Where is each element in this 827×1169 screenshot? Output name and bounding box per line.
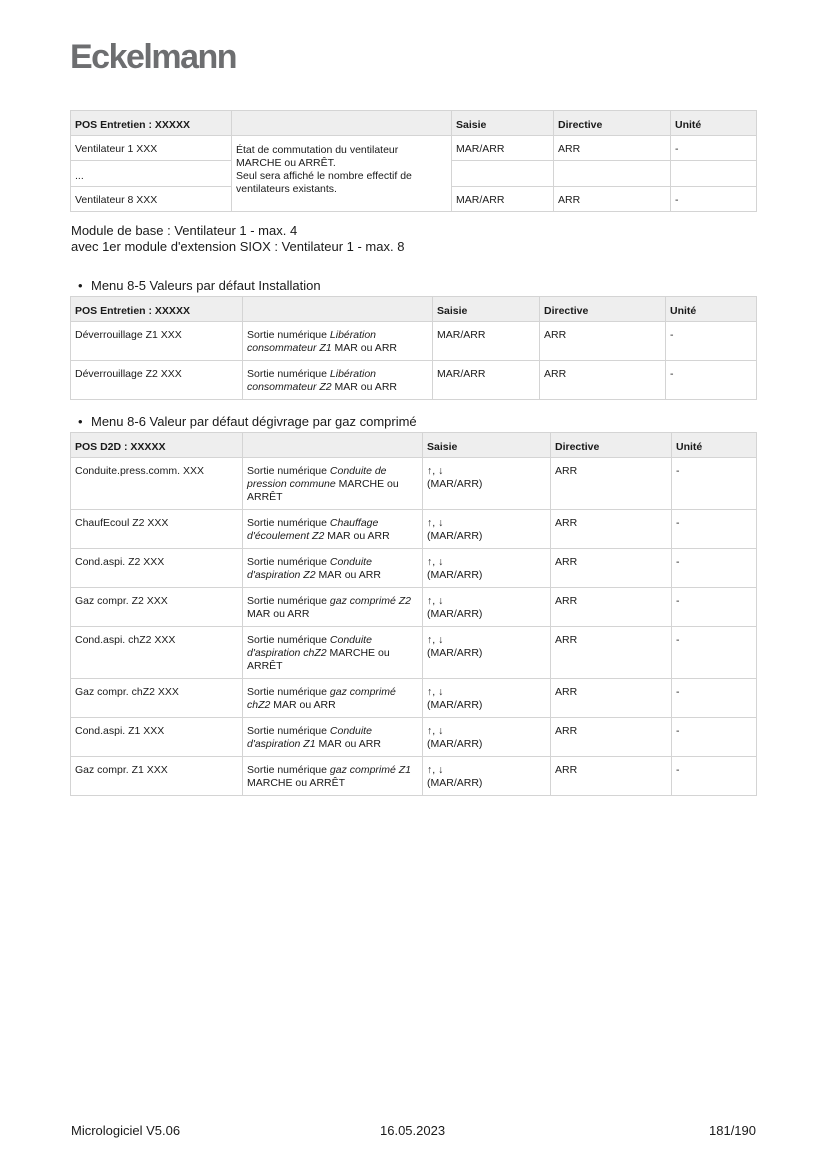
section-bullet	[78, 414, 417, 430]
header-saisie: Saisie	[423, 433, 551, 458]
cell-pos: Conduite.press.comm. XXX	[71, 458, 243, 510]
cell-unite: -	[672, 757, 757, 796]
cell-pos: Cond.aspi. Z2 XXX	[71, 549, 243, 588]
cell-description	[243, 627, 423, 679]
desc-text: Sortie numérique	[247, 517, 330, 529]
desc-text: MARCHE ou ARRÊT	[247, 647, 390, 672]
cell-description	[243, 458, 423, 510]
cell-saisie: MAR/ARR	[433, 322, 540, 361]
desc-emphasis: Chauffage d'écoulement Z2	[247, 517, 379, 542]
cell-directive: ARR	[540, 361, 666, 400]
table-row	[71, 361, 757, 400]
header-pos: POS Entretien : XXXXX	[71, 111, 232, 136]
cell-pos: Ventilateur 1 XXX	[71, 136, 232, 161]
header-pos: POS D2D : XXXXX	[71, 433, 243, 458]
cell-unite: -	[666, 361, 757, 400]
cell-unite: -	[672, 588, 757, 627]
section-bullet	[78, 278, 321, 294]
section-title: Menu 8-5 Valeurs par défaut Installation	[91, 278, 321, 293]
desc-line: Seul sera affiché le nombre effectif de	[236, 170, 412, 182]
desc-text: Sortie numérique	[247, 368, 330, 380]
cell-saisie	[452, 161, 554, 187]
table-header-row	[71, 111, 757, 136]
header-unite: Unité	[666, 297, 757, 322]
table-header-row	[71, 433, 757, 458]
desc-text: MAR ou ARR	[315, 738, 381, 750]
cell-directive: ARR	[554, 187, 671, 212]
desc-line: ventilateurs existants.	[236, 183, 337, 195]
cell-pos: Cond.aspi. Z1 XXX	[71, 718, 243, 757]
header-directive: Directive	[554, 111, 671, 136]
cell-saisie: MAR/ARR	[433, 361, 540, 400]
arrow-keys-icon: ↑, ↓	[427, 517, 444, 529]
desc-text: MARCHE ou ARRÊT	[247, 777, 346, 789]
cell-directive: ARR	[540, 322, 666, 361]
arrow-keys-icon: ↑, ↓	[427, 725, 444, 737]
cell-pos: Gaz compr. chZ2 XXX	[71, 679, 243, 718]
desc-text: Sortie numérique	[247, 556, 330, 568]
cell-unite: -	[672, 718, 757, 757]
desc-text: MAR ou ARR	[324, 530, 390, 542]
cell-pos: Déverrouillage Z1 XXX	[71, 322, 243, 361]
table-row	[71, 757, 757, 796]
header-unite: Unité	[671, 111, 757, 136]
desc-line: MARCHE ou ARRÊT.	[236, 157, 336, 169]
bullet-icon: •	[78, 278, 83, 293]
table-row	[71, 136, 757, 161]
desc-emphasis: Conduite d'aspiration Z1	[247, 725, 372, 750]
desc-emphasis: Libération consommateur Z1	[247, 329, 377, 354]
table-header-row	[71, 297, 757, 322]
cell-saisie	[423, 510, 551, 549]
table-row	[71, 458, 757, 510]
note-line-2: avec 1er module d'extension SIOX : Ventilateur 1 - max. 8	[71, 239, 405, 254]
note-line-1: Module de base : Ventilateur 1 - max. 4	[71, 223, 298, 238]
cell-saisie	[423, 679, 551, 718]
saisie-value: (MAR/ARR)	[427, 699, 483, 711]
desc-text: Sortie numérique	[247, 764, 330, 776]
desc-text: Sortie numérique	[247, 725, 330, 737]
desc-line: État de commutation du ventilateur	[236, 144, 399, 156]
section-title: Menu 8-6 Valeur par défaut dégivrage par gaz comprimé	[91, 414, 417, 429]
cell-unite: -	[671, 136, 757, 161]
desc-emphasis: gaz comprimé Z1	[329, 764, 411, 776]
cell-pos: Ventilateur 8 XXX	[71, 187, 232, 212]
footer-page-number: 181/190	[709, 1123, 756, 1138]
cell-saisie: MAR/ARR	[452, 187, 554, 212]
cell-pos: Gaz compr. Z1 XXX	[71, 757, 243, 796]
arrow-keys-icon: ↑, ↓	[427, 595, 444, 607]
arrow-keys-icon: ↑, ↓	[427, 764, 444, 776]
cell-pos: Cond.aspi. chZ2 XXX	[71, 627, 243, 679]
cell-unite: -	[666, 322, 757, 361]
saisie-value: (MAR/ARR)	[427, 608, 483, 620]
saisie-value: (MAR/ARR)	[427, 777, 483, 789]
header-desc	[243, 297, 433, 322]
saisie-value: (MAR/ARR)	[427, 530, 483, 542]
cell-pos: ChaufEcoul Z2 XXX	[71, 510, 243, 549]
header-desc	[243, 433, 423, 458]
arrow-keys-icon: ↑, ↓	[427, 465, 444, 477]
saisie-value: (MAR/ARR)	[427, 738, 483, 750]
cell-pos: Gaz compr. Z2 XXX	[71, 588, 243, 627]
table-row	[71, 549, 757, 588]
cell-directive: ARR	[551, 627, 672, 679]
table-row	[71, 510, 757, 549]
desc-text: MAR ou ARR	[270, 699, 336, 711]
cell-directive: ARR	[551, 588, 672, 627]
footer-firmware: Micrologiciel V5.06	[71, 1123, 181, 1138]
cell-saisie	[423, 588, 551, 627]
header-pos: POS Entretien : XXXXX	[71, 297, 243, 322]
cell-description	[243, 588, 423, 627]
saisie-value: (MAR/ARR)	[427, 569, 483, 581]
header-saisie: Saisie	[452, 111, 554, 136]
cell-unite: -	[672, 458, 757, 510]
desc-text: MARCHE ou ARRÊT	[247, 478, 399, 503]
cell-saisie: MAR/ARR	[452, 136, 554, 161]
bullet-icon: •	[78, 414, 83, 429]
table-row	[71, 718, 757, 757]
desc-emphasis: Conduite d'aspiration Z2	[247, 556, 372, 581]
desc-emphasis: Libération consommateur Z2	[247, 368, 377, 393]
desc-text: Sortie numérique	[247, 595, 330, 607]
cell-directive: ARR	[554, 136, 671, 161]
cell-unite: -	[671, 187, 757, 212]
table-row	[71, 679, 757, 718]
saisie-value: (MAR/ARR)	[427, 647, 483, 659]
arrow-keys-icon: ↑, ↓	[427, 634, 444, 646]
defrost-defaults-table	[70, 432, 757, 796]
cell-saisie	[423, 718, 551, 757]
table-row	[71, 627, 757, 679]
saisie-value: (MAR/ARR)	[427, 478, 483, 490]
arrow-keys-icon: ↑, ↓	[427, 686, 444, 698]
cell-directive: ARR	[551, 510, 672, 549]
cell-directive: ARR	[551, 679, 672, 718]
cell-saisie	[423, 549, 551, 588]
installation-defaults-table	[70, 296, 757, 400]
header-directive: Directive	[540, 297, 666, 322]
desc-text: MAR ou ARR	[247, 608, 310, 620]
table-row	[71, 588, 757, 627]
cell-unite	[671, 161, 757, 187]
desc-emphasis: Conduite d'aspiration chZ2	[247, 634, 372, 659]
ventilator-table	[70, 110, 757, 212]
header-unite: Unité	[672, 433, 757, 458]
arrow-keys-icon: ↑, ↓	[427, 556, 444, 568]
desc-text: Sortie numérique	[247, 686, 330, 698]
cell-unite: -	[672, 627, 757, 679]
cell-description	[243, 757, 423, 796]
desc-emphasis: gaz comprimé chZ2	[247, 686, 396, 711]
cell-saisie	[423, 458, 551, 510]
cell-directive	[554, 161, 671, 187]
cell-unite: -	[672, 679, 757, 718]
cell-description	[232, 136, 452, 212]
cell-pos: ...	[71, 161, 232, 187]
cell-description	[243, 679, 423, 718]
header-saisie: Saisie	[433, 297, 540, 322]
desc-emphasis: gaz comprimé Z2	[329, 595, 411, 607]
cell-directive: ARR	[551, 757, 672, 796]
table-row	[71, 322, 757, 361]
desc-text: Sortie numérique	[247, 465, 330, 477]
desc-text: MAR ou ARR	[315, 569, 381, 581]
desc-text: Sortie numérique	[247, 634, 330, 646]
desc-text: Sortie numérique	[247, 329, 330, 341]
cell-description	[243, 322, 433, 361]
cell-description	[243, 718, 423, 757]
cell-saisie	[423, 757, 551, 796]
cell-pos: Déverrouillage Z2 XXX	[71, 361, 243, 400]
cell-directive: ARR	[551, 549, 672, 588]
cell-saisie	[423, 627, 551, 679]
header-directive: Directive	[551, 433, 672, 458]
cell-directive: ARR	[551, 458, 672, 510]
cell-description	[243, 361, 433, 400]
cell-description	[243, 549, 423, 588]
footer-date: 16.05.2023	[380, 1123, 446, 1138]
cell-unite: -	[672, 510, 757, 549]
header-desc	[232, 111, 452, 136]
desc-emphasis: Conduite de pression commune	[247, 465, 387, 490]
company-logo: Eckelmann	[70, 38, 237, 76]
cell-description	[243, 510, 423, 549]
desc-text: MAR ou ARR	[331, 342, 397, 354]
cell-unite: -	[672, 549, 757, 588]
cell-directive: ARR	[551, 718, 672, 757]
desc-text: MAR ou ARR	[331, 381, 397, 393]
